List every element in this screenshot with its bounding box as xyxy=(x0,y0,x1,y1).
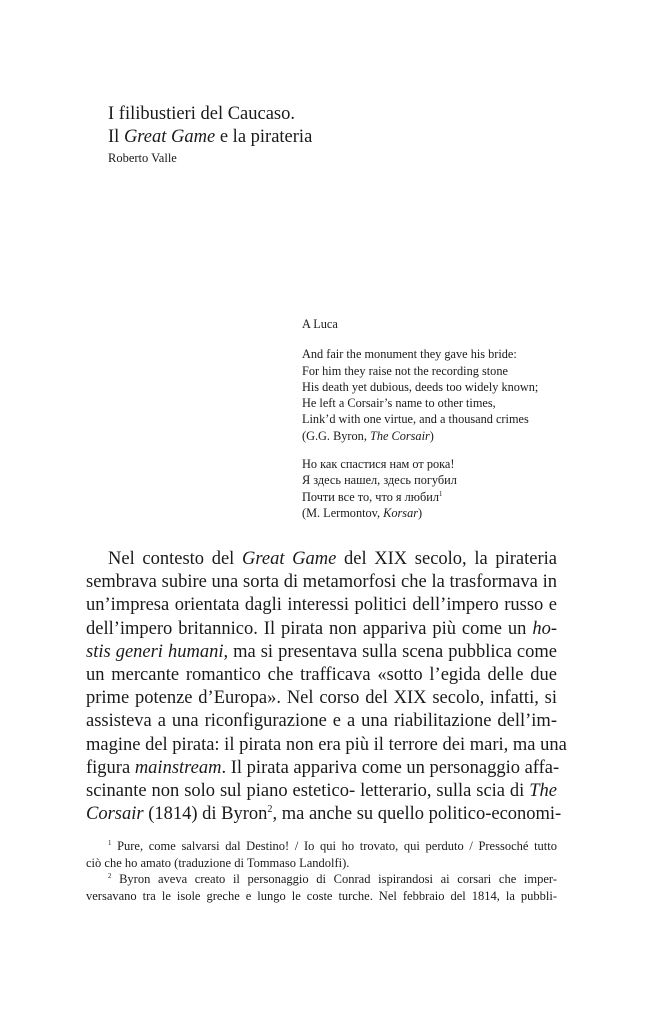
footnote-number: 2 xyxy=(108,872,112,880)
footnote-2-line: versavano tra le isole greche e lungo le coste turche. Nel febbraio del 1814, la pubbli- xyxy=(86,888,557,903)
italic-run: stis generi humani xyxy=(86,641,224,662)
footnote-text: Pure, come salvarsi dal Destino! / Io qui ho trovato, qui perduto / Pressoché tutto xyxy=(111,839,557,853)
text-run: del XIX secolo, la pirateria xyxy=(336,549,557,569)
body-line xyxy=(86,757,560,780)
body-line xyxy=(86,641,557,664)
source-work: Korsar xyxy=(383,505,419,520)
verse-source-byron xyxy=(302,428,602,444)
author-name: Roberto Valle xyxy=(108,151,177,165)
footnote-ref: 2 xyxy=(267,804,273,816)
source-suffix: ) xyxy=(418,505,423,520)
body-line: sembrava subire una sorta di metamorfosi che la trasformava in xyxy=(86,572,557,593)
source-prefix: (M. Lermontov, xyxy=(302,505,384,520)
body-line xyxy=(86,803,562,826)
text-run: (1814) di Byron xyxy=(143,804,268,825)
title-suffix: e la pirateria xyxy=(215,127,313,147)
text-run: , ma si presentava sulla scena pubblica come xyxy=(223,641,557,662)
footnote-text: Byron aveva creato il personaggio di Conrad ispirandosi ai corsari che imper- xyxy=(111,872,557,886)
epigraph-stanza-lermontov xyxy=(302,456,602,521)
footnote-2-line xyxy=(86,871,557,888)
text-run: scinante non solo sul piano estetico- letterario, sulla scia di xyxy=(86,781,530,802)
epigraph-stanza-byron xyxy=(302,346,602,444)
body-line: assisteva a una riconfigurazione e a una riabilitazione dell’im- xyxy=(86,711,557,732)
verse-line: Но как спастися нам от рока! xyxy=(302,457,455,472)
italic-run: Corsair xyxy=(86,804,144,825)
source-work: The Corsair xyxy=(369,428,430,443)
title-prefix: Il xyxy=(108,127,124,147)
verse-text: Почти все то, что я любил xyxy=(302,489,439,504)
verse-line: Я здесь нашел, здесь погубил xyxy=(302,473,457,488)
dedication: A Luca xyxy=(302,317,338,331)
italic-run: ho- xyxy=(532,618,557,639)
source-suffix: ) xyxy=(429,428,434,443)
body-line: un mercante romantico che trafficava «sotto l’egida delle due xyxy=(86,665,557,686)
text-run: dell’impero britannico. Il pirata non appariva più come un xyxy=(86,618,533,639)
body-line xyxy=(86,548,557,571)
text-run: . Il pirata appariva come un personaggio affa- xyxy=(221,757,560,778)
source-prefix: (G.G. Byron, xyxy=(302,428,370,443)
body-line xyxy=(86,618,557,641)
article-header xyxy=(108,103,588,167)
verse-line: For him they raise not the recording stone xyxy=(302,363,508,378)
text-run: figura xyxy=(86,757,135,778)
body-line: prime potenze d’Europa». Nel corso del XIX secolo, infatti, si xyxy=(86,688,557,709)
footnote-1-line xyxy=(86,838,557,855)
italic-run: Great Game xyxy=(241,549,337,569)
verse-line: His death yet dubious, deeds too widely known; xyxy=(302,379,539,394)
footnotes xyxy=(86,838,557,904)
italic-run: mainstream xyxy=(134,757,222,778)
verse-line: Link’d with one virtue, and a thousand crimes xyxy=(302,412,529,427)
article-title-line-2 xyxy=(108,126,588,149)
body-line: magine del pirata: il pirata non era più il terrore dei mari, ma una xyxy=(86,734,567,755)
title-italic: Great Game xyxy=(123,127,216,147)
body-line: un’impresa orientata dagli interessi politici dell’impero russo e xyxy=(86,595,557,616)
verse-line xyxy=(302,489,602,505)
verse-source-lermontov xyxy=(302,505,602,521)
footnote-1-line: ciò che ho amato (traduzione di Tommaso Landolfi). xyxy=(86,855,350,870)
text-run: , ma anche su quello politico-economi- xyxy=(272,804,562,825)
italic-run: The xyxy=(529,781,557,802)
body-line xyxy=(86,780,557,803)
body-paragraph xyxy=(86,548,567,826)
verse-line: And fair the monument they gave his bride: xyxy=(302,347,517,362)
footnote-number: 1 xyxy=(108,839,112,847)
text-run: Nel contesto del xyxy=(108,549,242,569)
epigraph xyxy=(302,316,602,533)
verse-line: He left a Corsair’s name to other times, xyxy=(302,396,496,411)
footnote-ref: 1 xyxy=(438,490,443,498)
article-title-line-1: I filibustieri del Caucaso. xyxy=(108,104,296,124)
